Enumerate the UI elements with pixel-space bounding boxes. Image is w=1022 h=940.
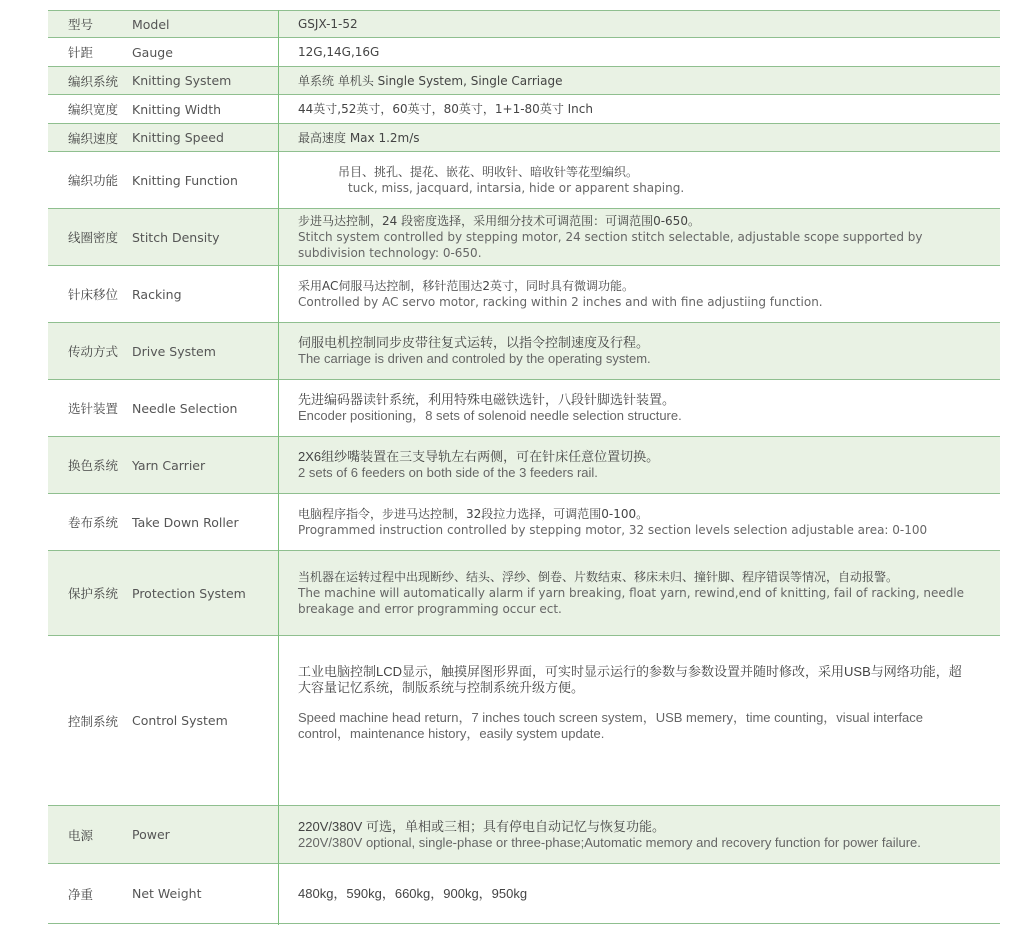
value-line: 最高速度 Max 1.2m/s <box>298 130 420 145</box>
value-line: 220V/380V optional, single-phase or three-phase;Automatic memory and recovery function for power failure. <box>298 834 921 850</box>
value-line: 电脑程序指令，步进马达控制，32段拉力选择，可调范围0-100。 <box>298 507 649 521</box>
value-line: Programmed instruction controlled by stepping motor, 32 section levels selection adjustable area: 0-100 <box>298 523 928 537</box>
value-line: 12G,14G,16G <box>298 45 380 59</box>
row-label-en: Knitting Function <box>132 172 238 188</box>
value-line: 工业电脑控制LCD显示，触摸屏图形界面，可实时显示运行的参数与参数设置并随时修改，采用USB与网络功能，超大容量记忆系统，制版系统与控制系统升级方便。 <box>298 664 962 695</box>
row-label-cn: 净重 <box>68 886 94 902</box>
row-label-cn: 传动方式 <box>68 344 119 359</box>
row-label-cn: 针床移位 <box>68 287 119 302</box>
row-value <box>278 73 1000 89</box>
row-label-en: Needle Selection <box>132 400 238 416</box>
row-value <box>278 664 1000 742</box>
row-label-en: Stitch Density <box>132 229 220 245</box>
row-label-en: Knitting System <box>132 73 232 88</box>
row-label-cn: 编织功能 <box>68 173 119 188</box>
row-label-en: Model <box>132 16 170 32</box>
row-value <box>278 819 1000 851</box>
row-value <box>278 101 1000 117</box>
spec-row-drive-system <box>48 323 1000 380</box>
spec-row-knitting-speed <box>48 124 1000 152</box>
row-label-en: Protection System <box>132 585 246 601</box>
value-line: The machine will automatically alarm if yarn breaking, float yarn, rewind,end of knitting, fail of racking, needle breakage and error programming occur ect. <box>298 586 965 616</box>
row-label-cn: 编织系统 <box>68 73 119 89</box>
row-label-cn: 保护系统 <box>68 586 119 601</box>
row-label-cn: 卷布系统 <box>68 515 119 530</box>
value-line: 先进编码器读针系统，利用特殊电磁铁选针，八段针脚选针装置。 <box>298 392 676 407</box>
row-label-cn: 电源 <box>68 827 94 843</box>
value-line: 当机器在运转过程中出现断纱、结头、浮纱、倒卷、片数结束、移床未归、撞针脚、程序错误等情况，自动报警。 <box>298 570 899 584</box>
row-label-en: Drive System <box>132 343 216 359</box>
spec-row-needle-selection <box>48 380 1000 437</box>
spec-row-take-down-roller <box>48 494 1000 551</box>
row-value <box>278 130 1000 146</box>
row-label-cn: 控制系统 <box>68 713 119 729</box>
spec-row-protection-system <box>48 551 1000 636</box>
row-label-cn: 线圈密度 <box>68 230 119 245</box>
row-label-cn: 针距 <box>68 45 94 60</box>
value-line: Controlled by AC servo motor, racking within 2 inches and with fine adjustiing function. <box>298 295 823 309</box>
value-line: 吊目、挑孔、提花、嵌花、明收针、暗收针等花型编织。 <box>338 165 639 179</box>
spec-row-knitting-function <box>48 152 1000 209</box>
spec-row-knitting-system <box>48 67 1000 95</box>
value-line: 2X6组纱嘴装置在三支导轨左右两侧，可在针床任意位置切换。 <box>298 449 660 464</box>
value-line: 单系统 单机头 Single System, Single Carriage <box>298 73 563 88</box>
value-line: Speed machine head return，7 inches touch screen system，USB memery，time counting，visual interface control，maintenance history，easily system update. <box>298 710 924 741</box>
value-line: 480kg，590kg，660kg，900kg，950kg <box>298 885 528 901</box>
value-line: Encoder positioning，8 sets of solenoid needle selection structure. <box>298 408 682 423</box>
value-line: 步进马达控制，24 段密度选择，采用细分技术可调范围：可调范围0-650。 <box>298 214 700 228</box>
value-line: 伺服电机控制同步皮带往复式运转，以指令控制速度及行程。 <box>298 335 650 350</box>
spec-row-gauge <box>48 38 1000 67</box>
spec-row-power <box>48 806 1000 864</box>
value-line: tuck, miss, jacquard, intarsia, hide or apparent shaping. <box>348 181 685 195</box>
spec-row-knitting-width <box>48 95 1000 124</box>
spec-row-stitch-density <box>48 209 1000 266</box>
row-label-en: Knitting Speed <box>132 130 224 145</box>
row-value <box>278 506 1000 538</box>
row-value <box>278 449 1000 481</box>
row-label-cn: 型号 <box>68 17 94 32</box>
spec-row-control-system <box>48 636 1000 806</box>
row-value <box>278 164 1000 196</box>
column-divider <box>278 10 279 925</box>
row-label-en: Knitting Width <box>132 101 222 117</box>
row-label-en: Control System <box>132 713 228 728</box>
row-value <box>278 335 1000 367</box>
row-label-en: Power <box>132 827 170 842</box>
spec-row-model <box>48 10 1000 38</box>
row-label-en: Take Down Roller <box>132 514 239 530</box>
row-value <box>278 886 1000 902</box>
spec-row-net-weight <box>48 864 1000 924</box>
row-label-cn: 换色系统 <box>68 458 119 473</box>
spec-row-yarn-carrier <box>48 437 1000 494</box>
value-line: 220V/380V 可选，单相或三相；具有停电自动记忆与恢复功能。 <box>298 818 665 834</box>
value-line: GSJX-1-52 <box>298 17 358 31</box>
row-label-en: Gauge <box>132 44 173 60</box>
row-label-en: Yarn Carrier <box>132 457 206 473</box>
spec-row-racking <box>48 266 1000 323</box>
value-line: The carriage is driven and controled by the operating system. <box>298 351 651 366</box>
value-line: 44英寸,52英寸，60英寸，80英寸，1+1-80英寸 Inch <box>298 102 593 116</box>
spec-table <box>48 10 1000 924</box>
row-value <box>278 278 1000 310</box>
value-line: Stitch system controlled by stepping motor, 24 section stitch selectable, adjustable scope supported by subdivision technology: 0-650. <box>298 230 923 260</box>
row-value <box>278 569 1000 617</box>
row-value <box>278 16 1000 32</box>
value-line: 采用AC伺服马达控制，移针范围达2英寸，同时具有微调功能。 <box>298 279 635 293</box>
row-value <box>278 213 1000 261</box>
row-value <box>278 392 1000 424</box>
row-label-en: Racking <box>132 286 182 302</box>
row-label-cn: 选针装置 <box>68 401 119 416</box>
row-label-cn: 编织宽度 <box>68 102 119 117</box>
row-value <box>278 44 1000 60</box>
row-label-en: Net Weight <box>132 886 202 901</box>
value-line: 2 sets of 6 feeders on both side of the 3 feeders rail. <box>298 465 598 480</box>
row-label-cn: 编织速度 <box>68 130 119 146</box>
